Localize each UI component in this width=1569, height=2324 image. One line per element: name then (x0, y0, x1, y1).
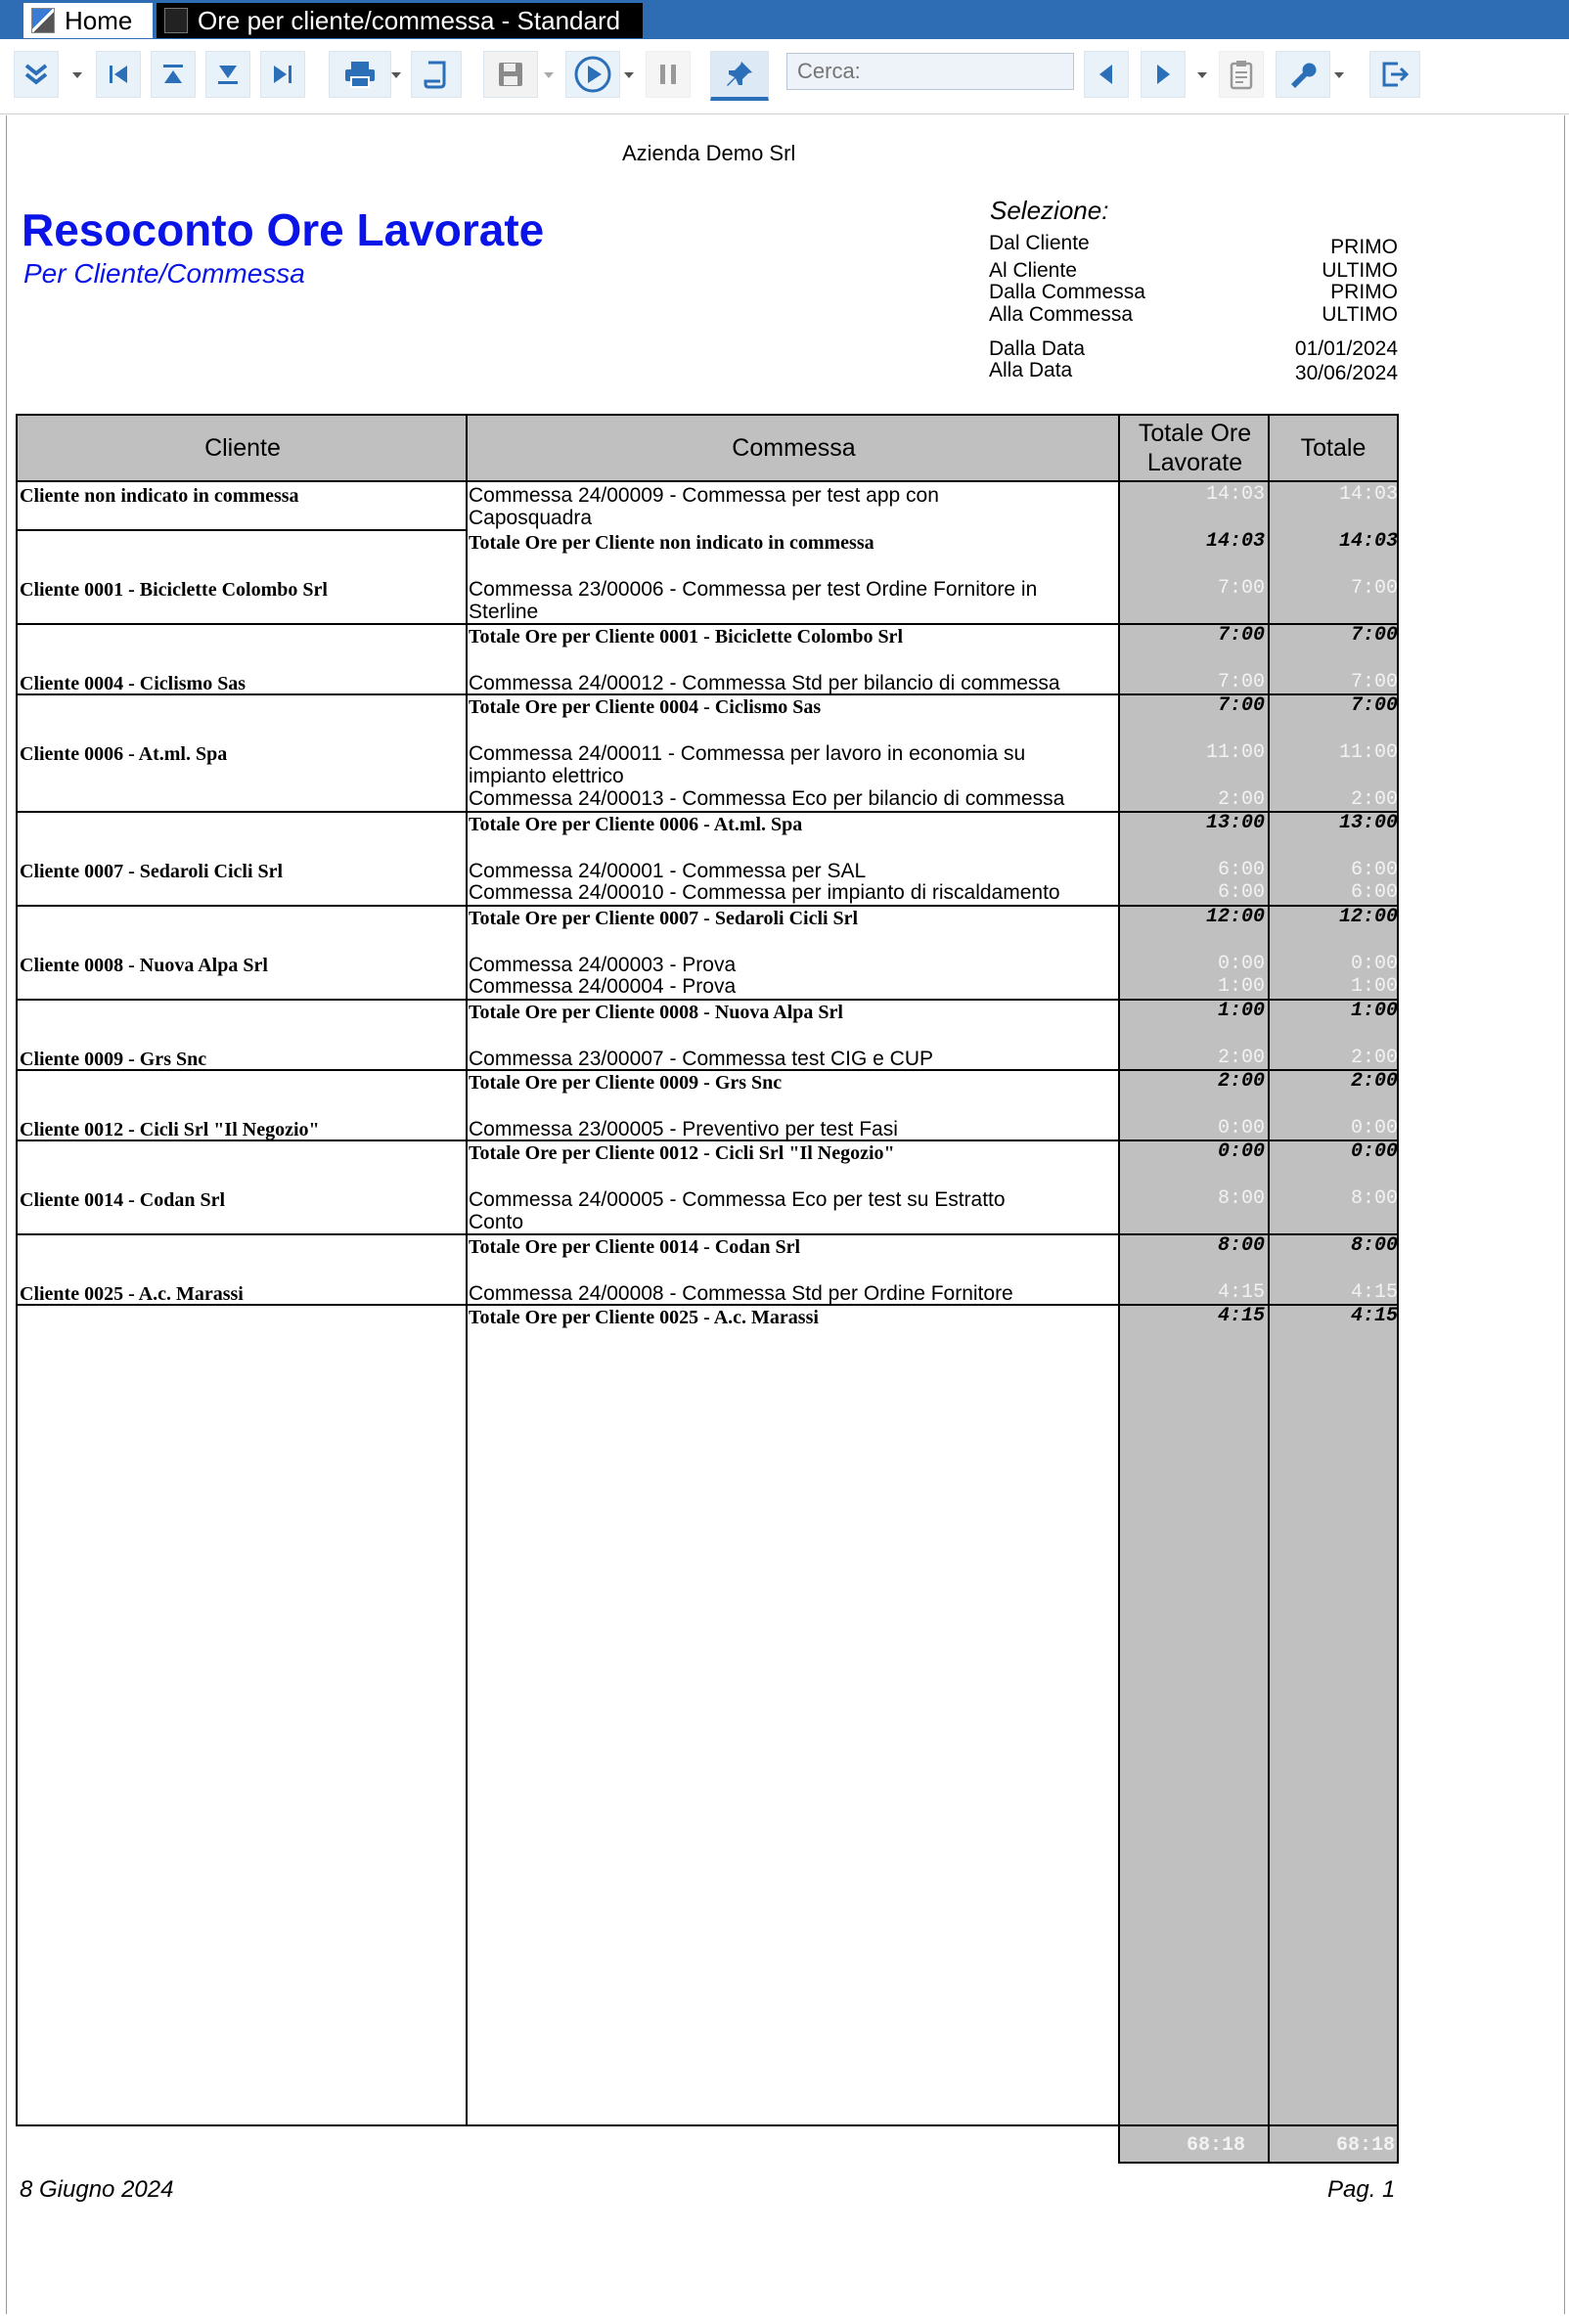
cliente-total-label: Totale Ore per Cliente 0009 - Grs Snc (469, 1072, 783, 1094)
totale-value: 14:03 (1338, 483, 1398, 506)
next-icon[interactable] (1141, 51, 1186, 98)
commessa-line: Sterline (469, 601, 539, 623)
tab-home-label: Home (65, 5, 133, 35)
prev-icon[interactable] (1084, 51, 1129, 98)
totale-value: 1:00 (1350, 975, 1398, 998)
ore-value: 7:00 (1217, 671, 1265, 693)
cliente-total: 12:00 (1338, 906, 1398, 928)
commessa-line: Caposquadra (469, 507, 593, 529)
cliente-total-label: Totale Ore per Cliente 0025 - A.c. Marassi (469, 1307, 819, 1328)
report-icon (164, 8, 188, 33)
ore-value: 0:00 (1217, 953, 1265, 975)
commessa-line: Commessa 24/00005 - Commessa Eco per test su Estratto (469, 1188, 1006, 1211)
selection-title: Selezione: (990, 196, 1109, 225)
cliente-name: Cliente 0006 - At.ml. Spa (20, 743, 228, 765)
ore-value: 8:00 (1217, 1187, 1265, 1210)
column-divider (1118, 416, 1120, 2124)
commessa-line: Commessa 24/00011 - Commessa per lavoro in economia su (469, 742, 1026, 765)
commessa-line: Commessa 24/00013 - Commessa Eco per bilancio di commessa (469, 787, 1065, 810)
next-dropdown-icon[interactable] (1197, 72, 1207, 78)
commessa-line: Commessa 23/00007 - Commessa test CIG e CUP (469, 1048, 934, 1070)
commessa-line: Commessa 24/00009 - Commessa per test app con (469, 484, 939, 507)
cliente-total: 13:00 (1338, 812, 1398, 834)
toolbar (0, 39, 1569, 114)
commessa-line: Conto (469, 1211, 524, 1233)
cliente-total-ore: 0:00 (1217, 1140, 1265, 1163)
totale-value: 4:15 (1350, 1281, 1398, 1304)
ore-value: 11:00 (1205, 741, 1265, 764)
selection-row (989, 282, 1398, 303)
cliente-total-label: Totale Ore per Cliente non indicato in commessa (469, 532, 874, 554)
company-name: Azienda Demo Srl (622, 141, 796, 165)
ore-value: 2:00 (1217, 1047, 1265, 1069)
selection-label: Alla Commessa (989, 303, 1134, 326)
selection-row (989, 260, 1398, 282)
cliente-total: 4:15 (1350, 1305, 1398, 1327)
tab-report[interactable] (157, 3, 643, 38)
selection-value: 30/06/2024 (1294, 362, 1398, 384)
grand-total: 68:18 (1335, 2134, 1395, 2157)
cliente-total-ore: 13:00 (1205, 812, 1265, 834)
cliente-total-label: Totale Ore per Cliente 0007 - Sedaroli Cicli Srl (469, 908, 859, 929)
selection-row (989, 304, 1398, 326)
selection-row (989, 338, 1398, 360)
totale-value: 2:00 (1350, 1047, 1398, 1069)
totale-value: 6:00 (1350, 881, 1398, 904)
commessa-line: Commessa 24/00008 - Commessa Std per Ordine Fornitore (469, 1282, 1013, 1305)
commessa-line: impianto elettrico (469, 765, 624, 787)
totale-value: 11:00 (1338, 741, 1398, 764)
cliente-total-label: Totale Ore per Cliente 0012 - Cicli Srl "Il Negozio" (469, 1142, 895, 1164)
grand-total-ore-cell (1118, 2126, 1270, 2164)
ore-value: 0:00 (1217, 1117, 1265, 1140)
search-input[interactable] (786, 53, 1074, 90)
selection-value: PRIMO (1330, 281, 1398, 303)
column-divider (466, 416, 468, 2124)
top-icon[interactable] (151, 51, 196, 98)
selection-label: Dalla Data (989, 337, 1086, 360)
expand-icon[interactable] (14, 51, 59, 98)
totale-value: 0:00 (1350, 953, 1398, 975)
tab-home[interactable] (23, 3, 153, 38)
totale-value: 2:00 (1350, 788, 1398, 811)
cliente-total-ore: 1:00 (1217, 1000, 1265, 1022)
commessa-line: Commessa 24/00010 - Commessa per impianto di riscaldamento (469, 881, 1060, 904)
selection-value: ULTIMO (1322, 259, 1398, 282)
first-icon[interactable] (96, 51, 141, 98)
title-bar (0, 0, 1569, 39)
exit-icon[interactable] (1369, 51, 1420, 98)
cliente-total-ore: 2:00 (1217, 1070, 1265, 1093)
cliente-total: 14:03 (1338, 530, 1398, 553)
cliente-name: Cliente 0025 - A.c. Marassi (20, 1283, 244, 1305)
selection-value: ULTIMO (1322, 303, 1398, 326)
tab-report-label: Ore per cliente/commessa - Standard (198, 5, 621, 35)
cliente-total-ore: 4:15 (1217, 1305, 1265, 1327)
grand-total-ore: 68:18 (1186, 2134, 1245, 2157)
wrench-icon[interactable] (1276, 51, 1330, 98)
cliente-name: Cliente 0014 - Codan Srl (20, 1189, 225, 1211)
cliente-total-ore: 14:03 (1205, 530, 1265, 553)
totale-value: 8:00 (1350, 1187, 1398, 1210)
report-title: Resoconto Ore Lavorate (22, 204, 545, 255)
bottom-icon[interactable] (205, 51, 250, 98)
cliente-total: 1:00 (1350, 1000, 1398, 1022)
pin-icon[interactable] (710, 51, 769, 101)
cliente-name: Cliente non indicato in commessa (20, 485, 299, 507)
header-cliente: Cliente (18, 416, 468, 482)
cliente-name: Cliente 0012 - Cicli Srl "Il Negozio" (20, 1119, 320, 1140)
cliente-total: 0:00 (1350, 1140, 1398, 1163)
cliente-total-label: Totale Ore per Cliente 0001 - Biciclette Colombo Srl (469, 626, 903, 648)
header-totale: Totale (1270, 416, 1397, 482)
cliente-total-ore: 12:00 (1205, 906, 1265, 928)
cliente-total: 8:00 (1350, 1234, 1398, 1257)
print-dropdown-icon[interactable] (391, 72, 401, 78)
row-divider (16, 529, 468, 531)
last-icon[interactable] (260, 51, 305, 98)
page-setup-icon[interactable] (411, 51, 462, 98)
cliente-total-label: Totale Ore per Cliente 0014 - Codan Srl (469, 1236, 801, 1258)
commessa-line: Commessa 24/00004 - Prova (469, 975, 737, 998)
selection-value: PRIMO (1330, 236, 1398, 258)
cliente-total: 7:00 (1350, 624, 1398, 647)
cliente-total-ore: 8:00 (1217, 1234, 1265, 1257)
footer-date: 8 Giugno 2024 (20, 2176, 174, 2203)
ore-value: 4:15 (1217, 1281, 1265, 1304)
ore-value: 2:00 (1217, 788, 1265, 811)
header-commessa: Commessa (468, 416, 1120, 482)
save-dropdown-icon[interactable] (544, 72, 554, 78)
app-icon (31, 8, 55, 33)
cliente-total: 7:00 (1350, 694, 1398, 717)
commessa-line: Commessa 23/00005 - Preventivo per test Fasi (469, 1118, 898, 1140)
totale-value: 0:00 (1350, 1117, 1398, 1140)
selection-row (989, 359, 1398, 384)
totale-value: 7:00 (1350, 671, 1398, 693)
grand-total-cell (1268, 2126, 1399, 2164)
cliente-total-label: Totale Ore per Cliente 0006 - At.ml. Spa (469, 814, 803, 835)
commessa-line: Commessa 24/00012 - Commessa Std per bilancio di commessa (469, 672, 1060, 694)
commessa-line: Commessa 24/00003 - Prova (469, 954, 737, 976)
selection-label: Dalla Commessa (989, 281, 1145, 303)
totale-value: 7:00 (1350, 577, 1398, 600)
cliente-name: Cliente 0004 - Ciclismo Sas (20, 673, 247, 694)
ore-value: 1:00 (1217, 975, 1265, 998)
selection-value: 01/01/2024 (1294, 337, 1398, 360)
expand-dropdown-icon[interactable] (72, 72, 82, 78)
footer-page-number: Pag. 1 (1327, 2176, 1396, 2203)
ore-value: 7:00 (1217, 577, 1265, 600)
cliente-total: 2:00 (1350, 1070, 1398, 1093)
selection-row (989, 232, 1398, 258)
totale-value: 6:00 (1350, 859, 1398, 881)
ore-value: 14:03 (1205, 483, 1265, 506)
cliente-name: Cliente 0001 - Biciclette Colombo Srl (20, 579, 328, 601)
cliente-name: Cliente 0008 - Nuova Alpa Srl (20, 955, 268, 976)
play-icon[interactable] (565, 51, 620, 98)
cliente-name: Cliente 0007 - Sedaroli Cicli Srl (20, 861, 284, 882)
pause-icon[interactable] (646, 51, 691, 98)
cliente-total-ore: 7:00 (1217, 694, 1265, 717)
ore-value: 6:00 (1217, 859, 1265, 881)
wrench-dropdown-icon[interactable] (1334, 72, 1344, 78)
cliente-name: Cliente 0009 - Grs Snc (20, 1049, 207, 1070)
selection-label: Dal Cliente (989, 232, 1090, 254)
report-subtitle: Per Cliente/Commessa (23, 258, 305, 289)
clipboard-icon[interactable] (1219, 51, 1264, 98)
save-icon[interactable] (483, 51, 538, 98)
cliente-total-label: Totale Ore per Cliente 0008 - Nuova Alpa Srl (469, 1002, 843, 1023)
print-icon[interactable] (329, 51, 391, 98)
cliente-total-ore: 7:00 (1217, 624, 1265, 647)
selection-label: Alla Data (989, 359, 1073, 381)
cliente-total-label: Totale Ore per Cliente 0004 - Ciclismo Sas (469, 696, 822, 718)
commessa-line: Commessa 24/00001 - Commessa per SAL (469, 860, 867, 882)
selection-label: Al Cliente (989, 259, 1077, 282)
ore-value: 6:00 (1217, 881, 1265, 904)
header-totale-ore: Totale Ore Lavorate (1120, 416, 1270, 482)
play-dropdown-icon[interactable] (624, 72, 634, 78)
commessa-line: Commessa 23/00006 - Commessa per test Ordine Fornitore in (469, 578, 1038, 601)
